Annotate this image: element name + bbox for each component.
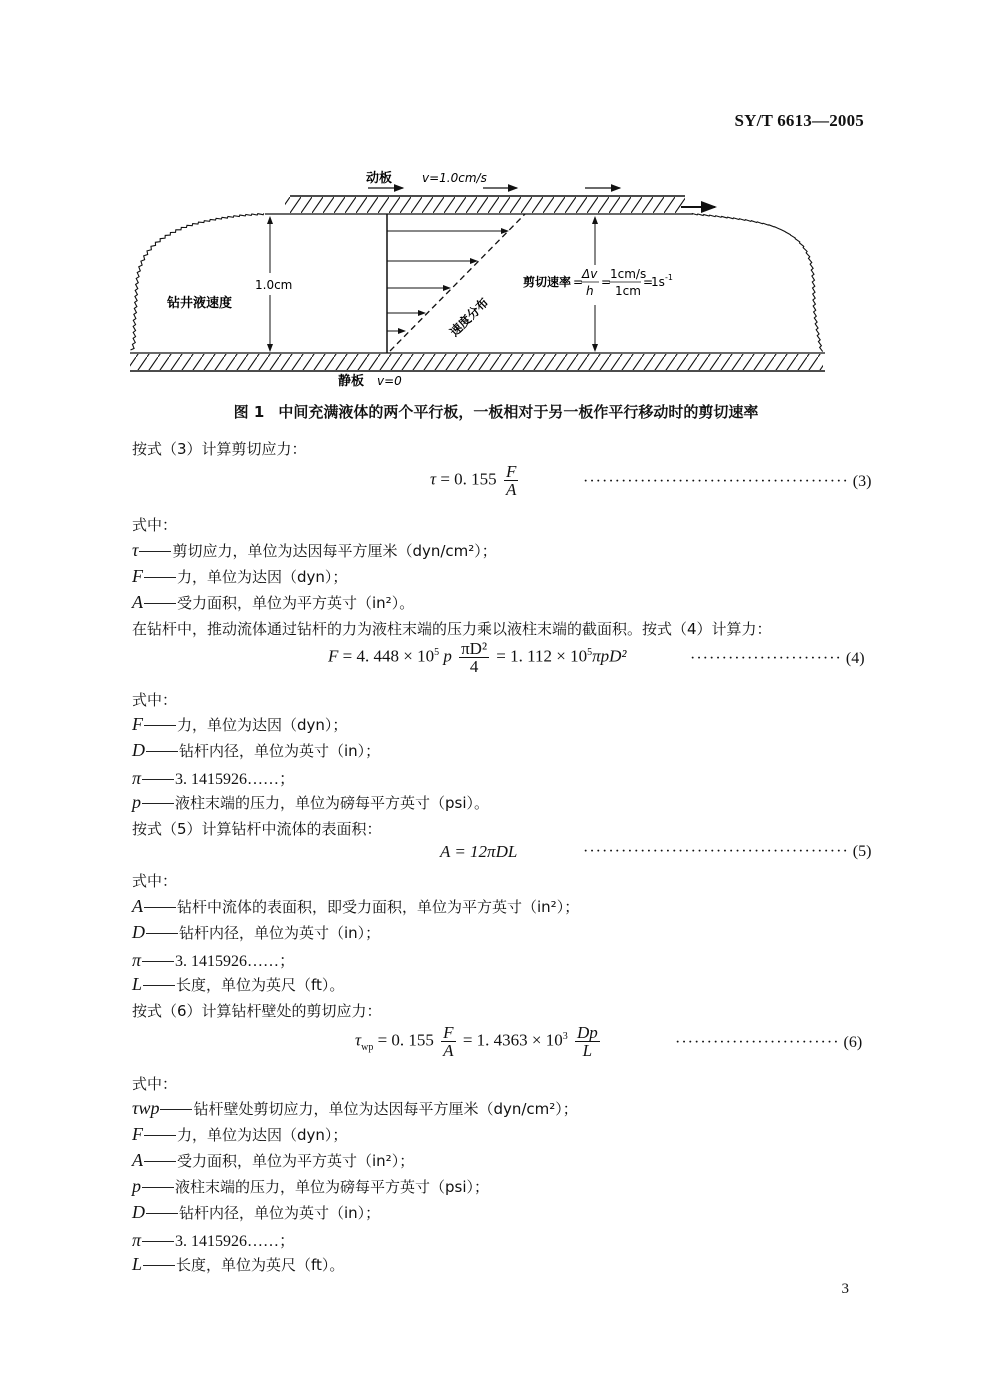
definition: D 钻杆内径，单位为英寸（in）； xyxy=(132,922,381,942)
equation-6: $\tau_{wp} = 0$. 155 $\frac{F}{A}$ = 1. $4363 \times 10^3$ $\frac{Dp}{L}$ xyxy=(355,1023,598,1060)
shear-exp: -1 xyxy=(665,273,673,282)
caption-number: 图 1 xyxy=(233,403,265,421)
where-label: 式中： xyxy=(132,872,178,890)
definition: p 液柱末端的压力，单位为磅每平方英寸（psi）。 xyxy=(132,792,490,812)
definition: τ 剪切应力，单位为达因每平方厘米（dyn/cm²）； xyxy=(132,540,497,560)
equals: = xyxy=(573,275,584,289)
parallel-plates-figure xyxy=(125,165,845,395)
moving-plate xyxy=(265,196,693,214)
eq6-tag: ·························· (6) xyxy=(675,1034,863,1051)
definition: F 力，单位为达因（dyn）； xyxy=(132,1124,348,1144)
shear-den: h xyxy=(586,284,594,298)
fluid-boundary-left xyxy=(131,213,264,350)
shear-rate-label: 剪切速率 xyxy=(523,275,572,289)
equation-3: τ = 0. 155 $\frac{F}{A}$ xyxy=(430,462,517,499)
caption-text: 中间充满液体的两个平行板，一板相对于另一板作平行移动时的剪切速率 xyxy=(278,403,759,421)
static-plate-label: 静板 xyxy=(338,374,365,389)
definition: F 力，单位为达因（dyn）； xyxy=(132,566,348,586)
definition: π 3. 1415926……； xyxy=(132,768,296,788)
where-label: 式中： xyxy=(132,1075,178,1093)
definition: D 钻杆内径，单位为英寸（in）； xyxy=(132,740,381,760)
definition: τwp 钻杆壁处剪切应力，单位为达因每平方厘米（dyn/cm²）； xyxy=(132,1098,578,1118)
definition: D 钻杆内径，单位为英寸（in）； xyxy=(132,1202,381,1222)
equation-4: F = 4. $448 \times 10^5$ p $\frac{\text{πD²}}{4}$ = 1. $112 \times 10^5\pi pD^2$ xyxy=(328,639,627,676)
definition: A 钻杆中流体的表面积，即受力面积，单位为平方英寸（in²）； xyxy=(132,896,580,916)
shear-result: 1s xyxy=(651,275,665,289)
eq4-tag: ························ (4) xyxy=(690,650,865,667)
figure-caption xyxy=(0,401,992,422)
equals: = xyxy=(601,275,612,289)
definition: π 3. 1415926……； xyxy=(132,1230,296,1250)
definition: p 液柱末端的压力，单位为磅每平方英寸（psi）； xyxy=(132,1176,490,1196)
definition: A 受力面积，单位为平方英寸（in²）； xyxy=(132,1150,415,1170)
intro-eq4: 在钻杆中，推动流体通过钻杆的力为液柱末端的压力乘以液柱末端的截面积。按式（4）计算力： xyxy=(132,620,772,638)
definition: L 长度，单位为英尺（ft）。 xyxy=(132,1254,345,1274)
where-label: 式中： xyxy=(132,516,178,534)
equation-5: A = 12πDL xyxy=(440,842,518,861)
moving-velocity-label: v=1.0cm/s xyxy=(422,171,487,185)
shear-den2: 1cm xyxy=(615,284,641,298)
page-number: 3 xyxy=(841,1281,849,1297)
definition: π 3. 1415926……； xyxy=(132,950,296,970)
shear-num2: 1cm/s xyxy=(610,267,647,281)
definition: F 力，单位为达因（dyn）； xyxy=(132,714,348,734)
intro-eq6: 按式（6）计算钻杆壁处的剪切应力： xyxy=(132,1002,382,1020)
equals: = xyxy=(643,275,654,289)
fluid-label: 钻井液速度 xyxy=(167,296,233,311)
gap-label: 1.0cm xyxy=(255,278,293,292)
standard-code: SY/T 6613—2005 xyxy=(734,111,864,130)
moving-plate-label: 动板 xyxy=(366,171,393,186)
intro-eq5: 按式（5）计算钻杆中流体的表面积： xyxy=(132,820,382,838)
eq5-tag: ·········································· (5) xyxy=(583,843,872,860)
where-label: 式中： xyxy=(132,691,178,709)
shear-num: Δv xyxy=(582,267,598,281)
intro-eq3: 按式（3）计算剪切应力： xyxy=(132,440,307,458)
definition: A 受力面积，单位为平方英寸（in²）。 xyxy=(132,592,415,612)
static-plate xyxy=(130,353,825,371)
fluid-boundary-right xyxy=(692,213,823,351)
definition: L 长度，单位为英尺（ft）。 xyxy=(132,974,345,994)
profile-label: 速度分布 xyxy=(447,295,492,340)
static-velocity-label: v=0 xyxy=(377,374,402,388)
eq3-tag: ·········································· (3) xyxy=(583,473,872,490)
